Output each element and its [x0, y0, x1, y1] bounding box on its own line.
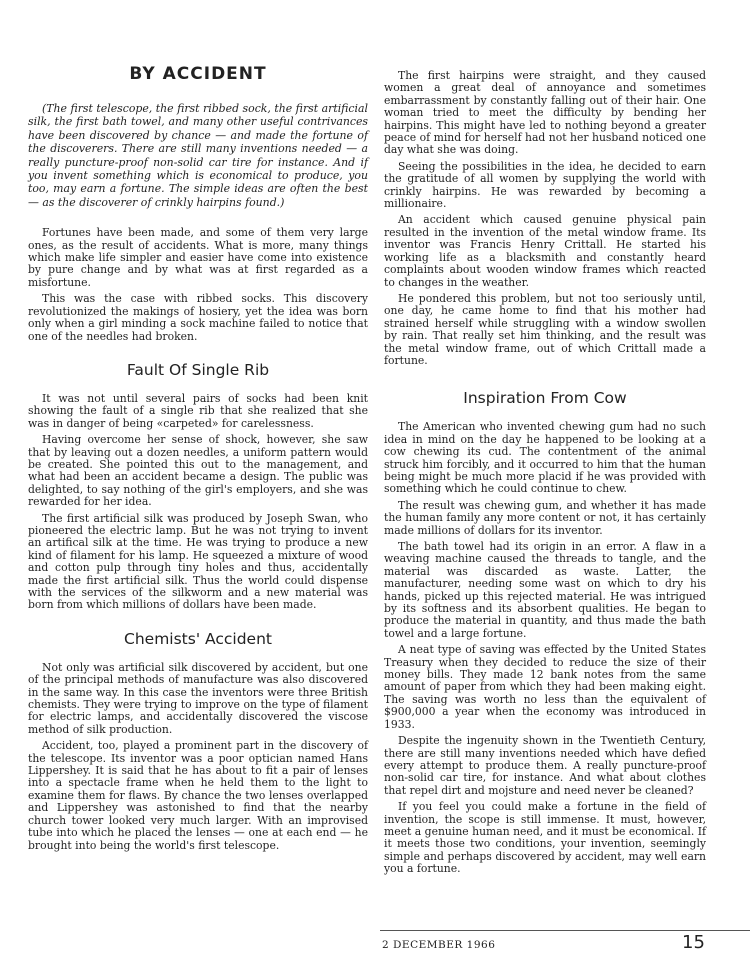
paragraph: He pondered this problem, but not too seriously until, one day, he came home to find that his mother had strained herself while struggling with a window swollen by rain. That really set him thinking, and the result was the metal window frame, out of which Crittall made a fortune.	[384, 291, 706, 367]
left-section-1	[28, 227, 368, 343]
paragraph: It was not until several pairs of socks had been knit showing the fault of a single rib that she realized that she was in danger of being «carpeted» for carelessness.	[28, 391, 368, 430]
paragraph: Fortunes have been made, and some of them very large ones, as the result of accidents. What is more, many things which make life simpler and easier have come into existence by pure change and by what was at first regarded as a misfortune.	[28, 226, 368, 289]
right-section-2	[384, 421, 706, 875]
paragraph: Not only was artificial silk discovered by accident, but one of the principal methods of manufacture was also discovered in the same way. In this case the inventors were three British chemists. They were trying to improve on the type of filament for electric lamps, and accidentally discovered the viscose method of silk production.	[28, 660, 368, 736]
left-section-2	[28, 393, 368, 612]
left-section-3	[28, 662, 368, 852]
section-heading-inspiration-from-cow: Inspiration From Cow	[463, 389, 627, 408]
page-number: 15	[682, 932, 705, 953]
right-section-1	[384, 70, 706, 367]
page-footer	[380, 930, 710, 956]
right-column	[384, 70, 706, 880]
paragraph: This was the case with ribbed socks. This discovery revolutionized the makings of hosiery, yet the idea was born only when a girl minding a sock machine failed to notice that one of the needles had broken.	[28, 292, 368, 343]
section-heading-fault-of-single-rib: Fault Of Single Rib	[126, 360, 270, 379]
paragraph: Despite the ingenuity shown in the Twentieth Century, there are still many inventions needed which have defied every attempt to produce them. A really puncture-proof non-solid car tire, for instance. And what about clothes that repel dirt and mojsture and need never be cleaned?	[384, 734, 706, 797]
paragraph: Accident, too, played a prominent part in the discovery of the telescope. Its inventor was a poor optician named Hans Lippershey. It is said that he has about to fit a pair of lenses into a spectacle frame when he held them to the light to examine them for flaws. By chance the two lenses overlapped and Lippershey was astonished to find that the nearby church tower looked very much larger. With an improvised tube into which he placed the lenses — one at each end — he brought into being the world's first telescope.	[28, 739, 368, 852]
article-intro: (The first telescope, the first ribbed sock, the first artificial silk, the first bath towel, and many other useful contrivances have been discovered by chance — and made the fortune of the discoverers. There are still many inventions needed — a really puncture-proof non-solid car tire for instance. And if you invent something which is economical to produce, you too, may earn a fortune. The simple ideas are often the best — as the discoverer of crinkly hairpins found.)	[28, 102, 368, 209]
paragraph: Having overcome her sense of shock, however, she saw that by leaving out a dozen needles, a uniform pattern would be created. She pointed this out to the management, and what had been an accident became a design. The public was delighted, to say nothing of the girl's employers, and she was rewarded for her idea.	[28, 433, 368, 509]
paragraph: The first artificial silk was produced by Joseph Swan, who pioneered the electric lamp. But he was not trying to invent an artifical silk at the time. He was trying to produce a new kind of filament for his lamp. He squeezed a mixture of wood and cotton pulp through tiny holes and thus, accidentally made the first artificial silk. Thus the world could dispense with the services of the silkworm and a new material was born from which millions of dollars have been made.	[28, 511, 368, 612]
paragraph: If you feel you could make a fortune in the field of invention, the scope is still immense. It must, however, meet a genuine human need, and it must be economical. If it meets those two conditions, your invention, seemingly simple and perhaps discovered by accident, may well earn you a fortune.	[384, 800, 706, 876]
paragraph: The American who invented chewing gum had no such idea in mind on the day he happened to be looking at a cow chewing its cud. The contentment of the animal struck him forcibly, and it occurred to him that the human being might be much more placid if he was provided with something which he could continue to chew.	[384, 420, 706, 496]
paragraph: The result was chewing gum, and whether it has made the human family any more content or not, it has certainly made millions of dollars for its inventor.	[384, 498, 706, 537]
paragraph: The first hairpins were straight, and they caused women a great deal of annoyance and sometimes embarrassment by constantly falling out of their hair. One woman tried to meet the difficulty by bending her hairpins. This might have led to nothing beyond a greater peace of mind for herself had not her husband noticed one day what she was doing.	[384, 69, 706, 157]
paragraph: A neat type of saving was effected by the United States Treasury when they decided to reduce the size of their money bills. They made 12 bank notes from the same amount of paper from which they had been making eight. The saving was worth no less than the equivalent of $900,000 a year when the economy was introduced in 1933.	[384, 643, 706, 731]
article-title: BY ACCIDENT	[129, 64, 267, 84]
left-column	[28, 64, 368, 856]
footer-rule	[380, 930, 750, 931]
paragraph: An accident which caused genuine physical pain resulted in the invention of the metal window frame. Its inventor was Francis Henry Crittall. He started his working life as a blacksmith and constantly heard complaints about wooden window frames which reacted to changes in the weather.	[384, 213, 706, 289]
paragraph: Seeing the possibilities in the idea, he decided to earn the gratitude of all women by supplying the world with crinkly hairpins. He was rewarded by becoming a millionaire.	[384, 159, 706, 211]
paragraph: The bath towel had its origin in an error. A flaw in a weaving machine caused the threads to tangle, and the material was discarded as waste. Latter, the manufacturer, needing some wast on which to dry his hands, picked up this rejected material. He was intrigued by its softness and its absorbent qualities. He began to produce the material in quantity, and thus made the bath towel and a large fortune.	[384, 540, 706, 640]
section-heading-chemists-accident: Chemists' Accident	[124, 629, 272, 648]
issue-date: 2 DECEMBER 1966	[382, 939, 496, 951]
